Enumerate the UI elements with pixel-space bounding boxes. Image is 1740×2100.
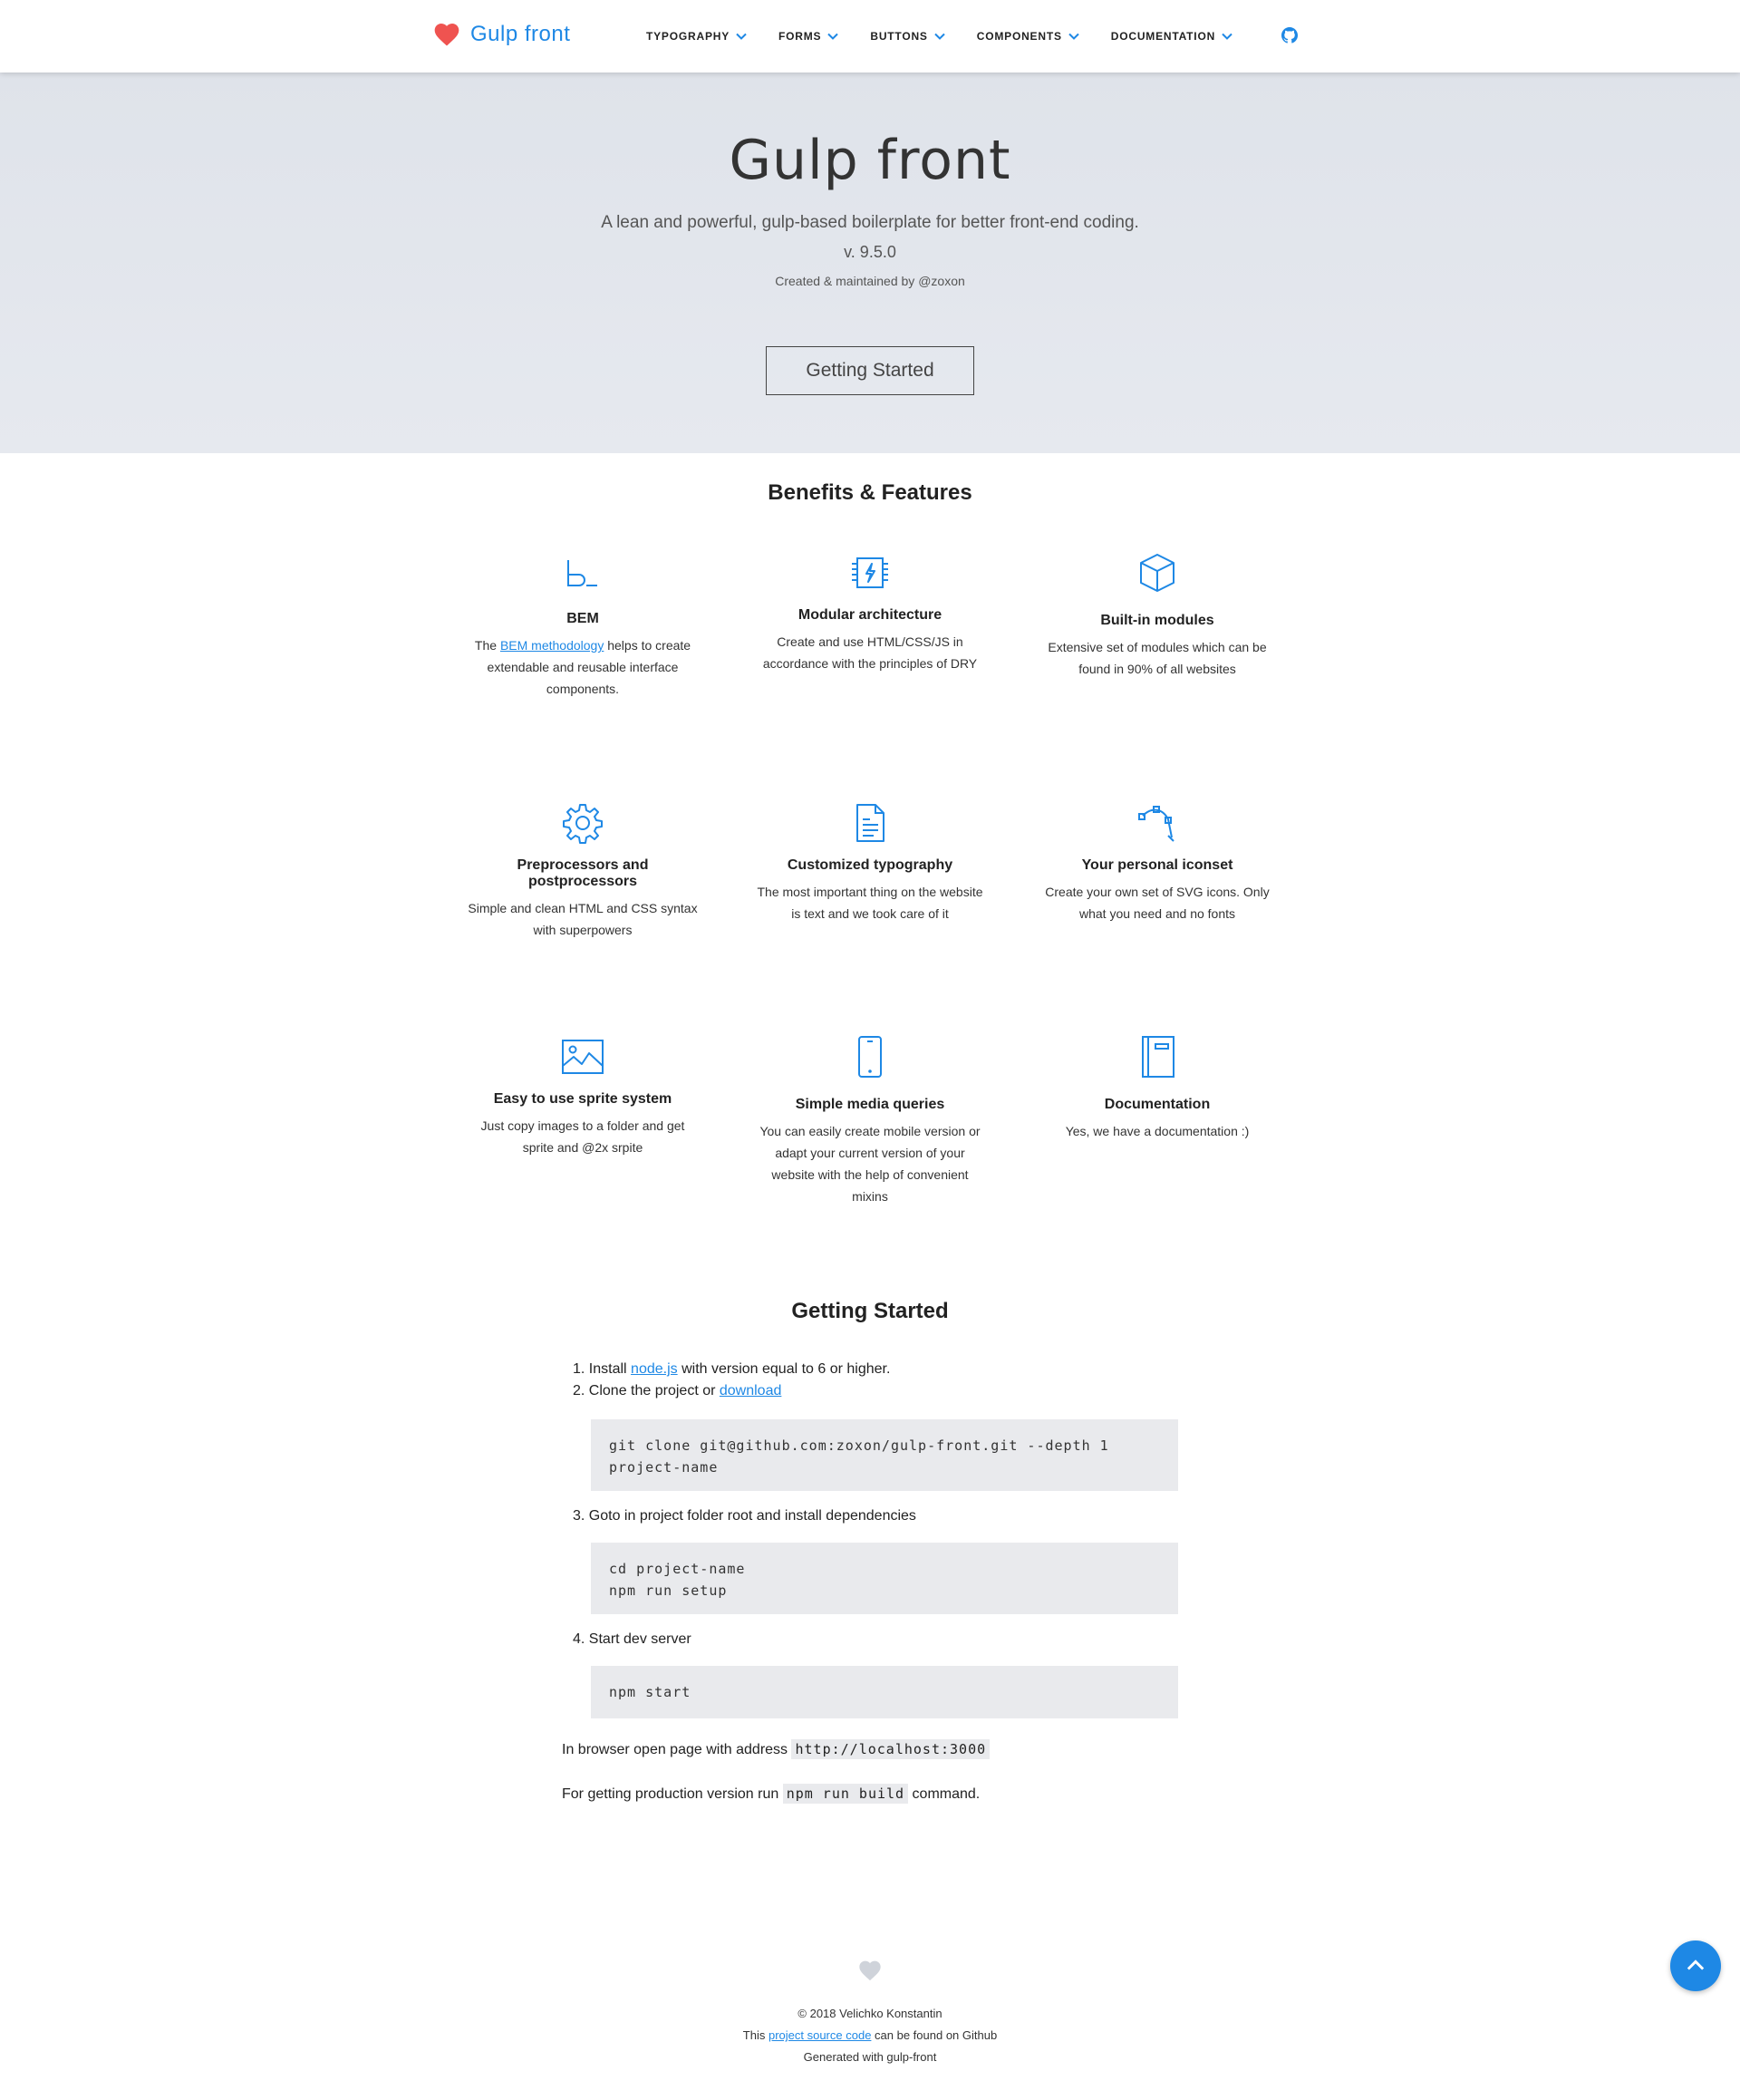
site-footer xyxy=(0,1958,1740,2068)
feature-desc: Simple and clean HTML and CSS syntax with superpowers xyxy=(468,901,698,937)
getting-started-button[interactable]: Getting Started xyxy=(766,346,974,395)
feature-desc xyxy=(465,634,701,700)
book-icon xyxy=(1136,1035,1179,1079)
getting-started-title: Getting Started xyxy=(791,1299,949,1323)
image-icon xyxy=(561,1035,604,1079)
generated-with: Generated with gulp-front xyxy=(803,2050,937,2064)
github-icon[interactable] xyxy=(1281,27,1298,44)
hero-credit: Created & maintained by @zoxon xyxy=(775,274,965,288)
step-4 xyxy=(573,1631,691,1648)
main-nav xyxy=(646,0,1264,73)
feature-sprite xyxy=(465,1035,701,1158)
bem-methodology-link[interactable]: BEM methodology xyxy=(499,638,604,653)
cube-icon xyxy=(1136,551,1179,595)
heart-icon xyxy=(857,1958,883,1981)
chip-icon xyxy=(848,551,892,595)
feature-title: Customized typography xyxy=(787,857,953,873)
code-line: npm run setup xyxy=(609,1582,728,1599)
hero-section xyxy=(0,73,1740,453)
build-command-code: npm run build xyxy=(783,1784,908,1804)
code-line: git clone git@github.com:zoxon/gulp-front.git --depth 1 xyxy=(609,1437,1109,1454)
feature-desc: Yes, we have a documentation :) xyxy=(1065,1124,1250,1138)
feature-desc: Create and use HTML/CSS/JS in accordance with the principles of DRY xyxy=(762,634,978,671)
feature-modular xyxy=(752,551,988,674)
code-line: npm start xyxy=(609,1684,691,1700)
feature-desc: Create your own set of SVG icons. Only what you need and no fonts xyxy=(1045,885,1270,921)
project-source-link[interactable]: project source code xyxy=(768,2028,872,2042)
step-3 xyxy=(573,1508,916,1524)
localhost-code: http://localhost:3000 xyxy=(791,1739,990,1759)
vector-pen-icon xyxy=(1136,801,1179,845)
step-text: with version equal to 6 or higher. xyxy=(677,1361,891,1377)
gear-icon xyxy=(561,801,604,845)
nav-label: BUTTONS xyxy=(870,30,928,43)
bem-icon xyxy=(561,555,604,598)
nav-label: TYPOGRAPHY xyxy=(646,30,730,43)
nav-forms[interactable] xyxy=(778,30,839,43)
hero-subtitle: A lean and powerful, gulp-based boilerplate for better front-end coding. xyxy=(601,213,1139,232)
nav-components[interactable] xyxy=(977,30,1080,43)
hero-version: v. 9.5.0 xyxy=(844,243,896,261)
step-text: Start dev server xyxy=(588,1631,691,1647)
feature-title: Simple media queries xyxy=(795,1097,945,1112)
desc-text: helps to create extendable and reusable interface components. xyxy=(487,638,691,696)
feature-title: Built-in modules xyxy=(1100,613,1214,628)
heart-icon xyxy=(432,20,461,49)
nav-buttons[interactable] xyxy=(870,30,945,43)
feature-modules xyxy=(1039,551,1275,680)
logo-link[interactable] xyxy=(432,20,570,49)
feature-preprocessors xyxy=(465,801,701,941)
feature-title: Modular architecture xyxy=(798,607,942,623)
feature-documentation xyxy=(1039,1035,1275,1142)
para-text: command. xyxy=(908,1786,981,1802)
feature-title: BEM xyxy=(566,611,599,626)
feature-media-queries xyxy=(752,1035,988,1207)
footer-text: can be found on Github xyxy=(871,2028,998,2042)
phone-icon xyxy=(848,1035,892,1079)
logo-text: Gulp front xyxy=(470,22,571,46)
step-2 xyxy=(573,1383,781,1399)
step-number: 4. xyxy=(573,1631,585,1647)
nav-typography[interactable] xyxy=(646,30,748,43)
browser-paragraph xyxy=(562,1741,990,1758)
para-text: In browser open page with address xyxy=(562,1742,792,1757)
code-line: cd project-name xyxy=(609,1561,746,1577)
code-block-setup xyxy=(591,1543,1178,1614)
source-line xyxy=(0,2025,1740,2047)
chevron-down-icon xyxy=(735,30,748,43)
chevron-down-icon xyxy=(1068,30,1080,43)
features-title: Benefits & Features xyxy=(768,480,972,505)
step-text: Clone the project or xyxy=(588,1383,720,1398)
chevron-down-icon xyxy=(826,30,839,43)
code-block-start xyxy=(591,1666,1178,1718)
chevron-down-icon xyxy=(1221,30,1233,43)
step-number: 2. xyxy=(573,1383,585,1398)
chevron-down-icon xyxy=(933,30,946,43)
nav-label: FORMS xyxy=(778,30,822,43)
nav-label: DOCUMENTATION xyxy=(1110,30,1216,43)
feature-title: Preprocessors and postprocessors xyxy=(517,857,649,889)
code-block-clone xyxy=(591,1419,1178,1491)
feature-desc: Extensive set of modules which can be found in 90% of all websites xyxy=(1048,640,1267,676)
feature-typography xyxy=(752,801,988,924)
nodejs-link[interactable]: node.js xyxy=(631,1361,678,1377)
feature-desc: Just copy images to a folder and get sprite and @2x srpite xyxy=(480,1118,685,1155)
footer-text: This xyxy=(742,2028,768,2042)
scroll-to-top-button[interactable] xyxy=(1670,1940,1721,1991)
document-icon xyxy=(848,801,892,845)
feature-iconset xyxy=(1039,801,1275,924)
step-text: Install xyxy=(588,1361,632,1377)
download-link[interactable]: download xyxy=(719,1383,782,1398)
step-text: Goto in project folder root and install dependencies xyxy=(588,1508,916,1524)
feature-title: Your personal iconset xyxy=(1081,857,1233,873)
step-1 xyxy=(573,1361,890,1378)
step-number: 1. xyxy=(573,1361,585,1377)
hero-title: Gulp front xyxy=(729,129,1011,192)
para-text: For getting production version run xyxy=(562,1786,783,1802)
nav-label: COMPONENTS xyxy=(976,30,1062,43)
code-line: project-name xyxy=(609,1459,719,1476)
chevron-up-icon xyxy=(1683,1953,1708,1979)
site-header xyxy=(0,0,1740,73)
desc-text: The xyxy=(474,638,500,653)
feature-desc: The most important thing on the website is text and we took care of it xyxy=(757,885,983,921)
feature-desc: You can easily create mobile version or adapt your current version of your website with the help of convenient mixins xyxy=(759,1124,981,1204)
feature-title: Documentation xyxy=(1104,1097,1211,1112)
nav-documentation[interactable] xyxy=(1111,30,1233,43)
step-number: 3. xyxy=(573,1508,585,1524)
feature-bem xyxy=(465,555,701,700)
production-paragraph xyxy=(562,1785,980,1803)
feature-title: Easy to use sprite system xyxy=(493,1091,672,1107)
copyright: © 2018 Velichko Konstantin xyxy=(798,2007,942,2020)
